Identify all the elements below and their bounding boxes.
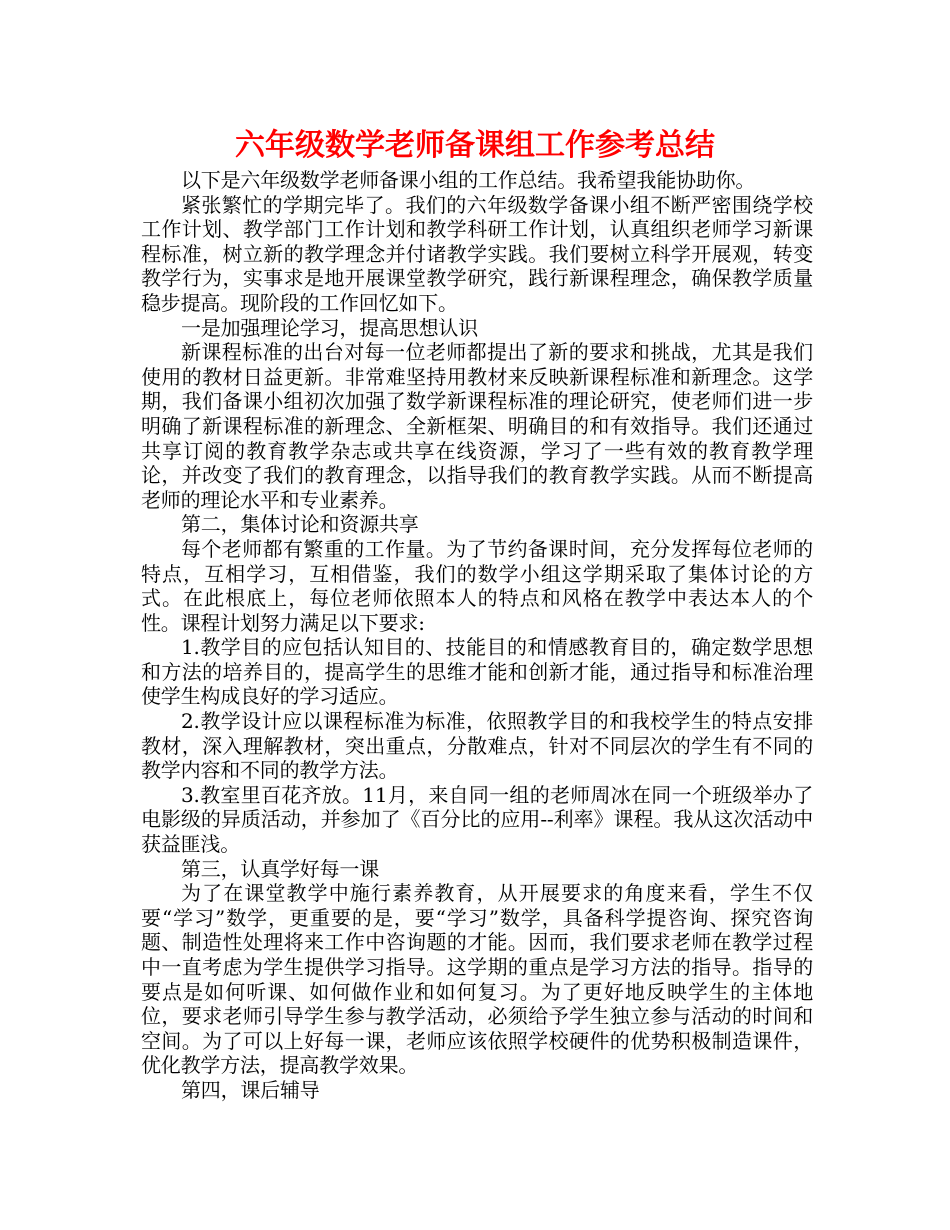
section-heading-2: 第二，集体讨论和资源共享 [181, 512, 419, 537]
paragraph-overview: 紧张繁忙的学期完毕了。我们的六年级数学备课小组不断严密围绕学校工作计划、教学部门工作计划和教学科研工作计划，认真组织老师学习新课程标准，树立新的教学理念并付诸教学实践。我们要树立科学开展观，转变教学行为，实事求是地开展课堂教学研究，践行新课程理念，确保教学质量稳步提高。现阶段的工作回忆如下。 [141, 192, 813, 315]
document-title: 六年级数学老师备课组工作参考总结 [235, 128, 715, 163]
section-heading-4: 第四，课后辅导 [181, 1077, 320, 1102]
paragraph-intro: 以下是六年级数学老师备课小组的工作总结。我希望我能协助你。 [181, 168, 756, 192]
section-heading-1: 一是加强理论学习，提高思想认识 [181, 315, 478, 340]
list-item-1: 1.教学目的应包括认知目的、技能目的和情感教育目的，确定数学思想和方法的培养目的，提高学生的思维才能和创新才能，通过指导和标准治理使学生构成良好的学习适应。 [141, 635, 813, 709]
paragraph-collective: 每个老师都有繁重的工作量。为了节约备课时间，充分发挥每位老师的特点，互相学习，互相借鉴，我们的数学小组这学期采取了集体讨论的方式。在此根底上，每位老师依照本人的特点和风格在教学中表达本人的个性。课程计划努力满足以下要求: [141, 536, 813, 635]
list-item-2: 2.教学设计应以课程标准为标准，依照教学目的和我校学生的特点安排教材，深入理解教材，突出重点，分散难点，针对不同层次的学生有不同的教学内容和不同的教学方法。 [141, 709, 813, 783]
section-heading-3: 第三，认真学好每一课 [181, 856, 379, 881]
paragraph-theory: 新课程标准的出台对每一位老师都提出了新的要求和挑战，尤其是我们使用的教材日益更新。非常难坚持用教材来反映新课程标准和新理念。这学期，我们备课小组初次加强了数学新课程标准的理论研究，使老师们进一步明确了新课程标准的新理念、全新框架、明确目的和有效指导。我们还通过共享订阅的教育教学杂志或共享在线资源，学习了一些有效的教育教学理论，并改变了我们的教育理念，以指导我们的教育教学实践。从而不断提高老师的理论水平和专业素养。 [141, 340, 813, 512]
paragraph-lessons: 为了在课堂教学中施行素养教育，从开展要求的角度来看，学生不仅要“学习”数学，更重要的是，要“学习”数学，具备科学提咨询、探究咨询题、制造性处理将来工作中咨询题的才能。因而，我们要求老师在教学过程中一直考虑为学生提供学习指导。这学期的重点是学习方法的指导。指导的要点是如何听课、如何做作业和如何复习。为了更好地反映学生的主体地位，要求老师引导学生参与教学活动，必须给予学生独立参与活动的时间和空间。为了可以上好每一课，老师应该依照学校硬件的优势积极制造课件，优化教学方法，提高教学效果。 [141, 881, 813, 1078]
document-body [141, 168, 813, 1103]
list-item-3: 3.教室里百花齐放。11月，来自同一组的老师周冰在同一个班级举办了电影级的异质活动，并参加了《百分比的应用--利率》课程。我从这次活动中获益匪浅。 [141, 782, 813, 857]
